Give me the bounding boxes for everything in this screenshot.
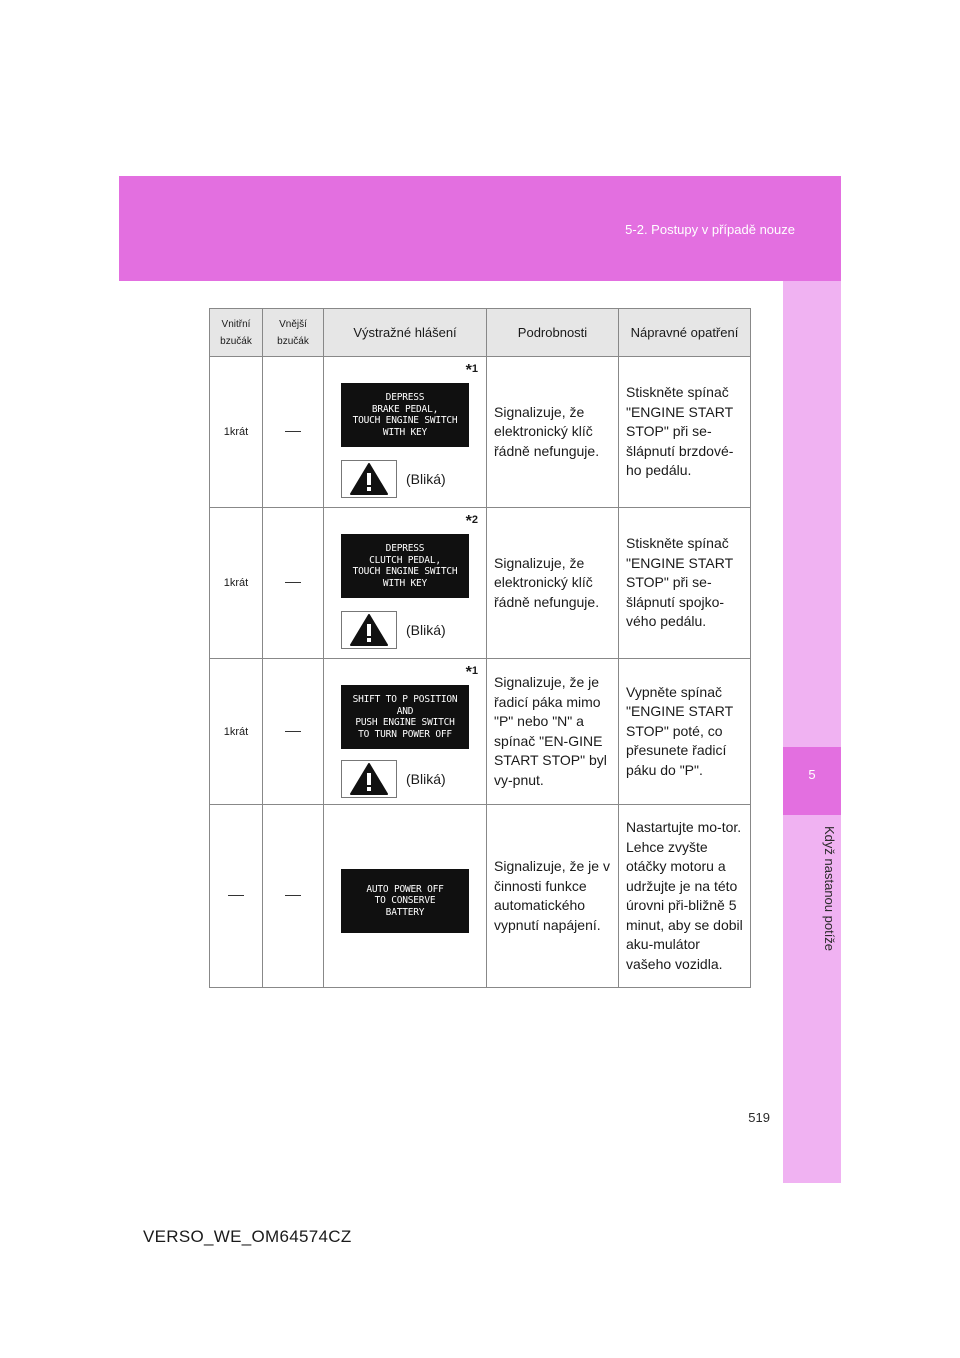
warning-triangle-icon bbox=[341, 760, 397, 798]
details-cell: Signalizuje, že elektronický klíč řádně nefunguje. bbox=[487, 357, 619, 508]
dash-mark bbox=[228, 895, 244, 896]
correction-cell: Stiskněte spínač "ENGINE START STOP" při se-šlápnutí spojko-vého pedálu. bbox=[619, 508, 751, 659]
chapter-number-text: 5 bbox=[808, 767, 816, 782]
header-correction: Nápravné opatření bbox=[619, 309, 751, 357]
lcd-message: DEPRESS BRAKE PEDAL, TOUCH ENGINE SWITCH WITH KEY bbox=[341, 383, 469, 447]
details-cell: Signalizuje, že elektronický klíč řádně nefunguje. bbox=[487, 508, 619, 659]
warning-message-cell bbox=[324, 508, 487, 659]
warning-message-cell bbox=[324, 805, 487, 988]
dash-mark bbox=[285, 895, 301, 896]
header-band bbox=[119, 176, 841, 281]
internal-buzzer-cell: 1krát bbox=[210, 357, 263, 508]
chapter-label: Když nastanou potíže bbox=[822, 826, 837, 952]
warning-message-cell bbox=[324, 357, 487, 508]
internal-buzzer-cell: 1krát bbox=[210, 659, 263, 805]
dash-mark bbox=[285, 731, 301, 732]
chapter-number bbox=[783, 747, 841, 815]
table-row bbox=[210, 508, 751, 659]
lcd-message: AUTO POWER OFF TO CONSERVE BATTERY bbox=[341, 869, 469, 933]
internal-buzzer-cell: 1krát bbox=[210, 508, 263, 659]
header-internal-buzzer: Vnitřní bzučák bbox=[210, 309, 263, 357]
document-code: VERSO_WE_OM64574CZ bbox=[143, 1227, 352, 1246]
lcd-message: DEPRESS CLUTCH PEDAL, TOUCH ENGINE SWITCH WITH KEY bbox=[341, 534, 469, 598]
correction-cell: Stiskněte spínač "ENGINE START STOP" při se-šlápnutí brzdové-ho pedálu. bbox=[619, 357, 751, 508]
details-cell: Signalizuje, že je v činnosti funkce automatického vypnutí napájení. bbox=[487, 805, 619, 988]
internal-buzzer-cell bbox=[210, 805, 263, 988]
section-title: 5-2. Postupy v případě nouze bbox=[625, 222, 795, 237]
footnote-mark: *2 bbox=[465, 513, 478, 530]
table-row bbox=[210, 805, 751, 988]
external-buzzer-cell bbox=[263, 805, 324, 988]
warning-table bbox=[209, 308, 751, 988]
blink-label: (Bliká) bbox=[406, 471, 446, 487]
warning-triangle-icon bbox=[341, 611, 397, 649]
header-external-buzzer: Vnější bzučák bbox=[263, 309, 324, 357]
header-details: Podrobnosti bbox=[487, 309, 619, 357]
warning-message-cell bbox=[324, 659, 487, 805]
correction-cell: Nastartujte mo-tor. Lehce zvyšte otáčky motoru a udržujte je na této úrovni při-bližně 5 minut, aby se dobil aku-mulátor vašeho vozidla. bbox=[619, 805, 751, 988]
external-buzzer-cell bbox=[263, 508, 324, 659]
header-warning-message: Výstražné hlášení bbox=[324, 309, 487, 357]
external-buzzer-cell bbox=[263, 357, 324, 508]
correction-cell: Vypněte spínač "ENGINE START STOP" poté, co přesunete řadicí páku do "P". bbox=[619, 659, 751, 805]
table-row bbox=[210, 357, 751, 508]
lcd-message: SHIFT TO P POSITION AND PUSH ENGINE SWITCH TO TURN POWER OFF bbox=[341, 685, 469, 749]
dash-mark bbox=[285, 582, 301, 583]
table-header-row bbox=[210, 309, 751, 357]
external-buzzer-cell bbox=[263, 659, 324, 805]
warning-triangle-icon bbox=[341, 460, 397, 498]
details-cell: Signalizuje, že je řadicí páka mimo "P" nebo "N" a spínač "EN-GINE START STOP" byl vy-pnut. bbox=[487, 659, 619, 805]
page-number: 519 bbox=[748, 1110, 770, 1125]
dash-mark bbox=[285, 431, 301, 432]
blink-label: (Bliká) bbox=[406, 622, 446, 638]
chapter-side-tab bbox=[783, 281, 841, 1183]
footnote-mark: *1 bbox=[465, 362, 478, 379]
table-row bbox=[210, 659, 751, 805]
blink-label: (Bliká) bbox=[406, 771, 446, 787]
footnote-mark: *1 bbox=[465, 664, 478, 681]
